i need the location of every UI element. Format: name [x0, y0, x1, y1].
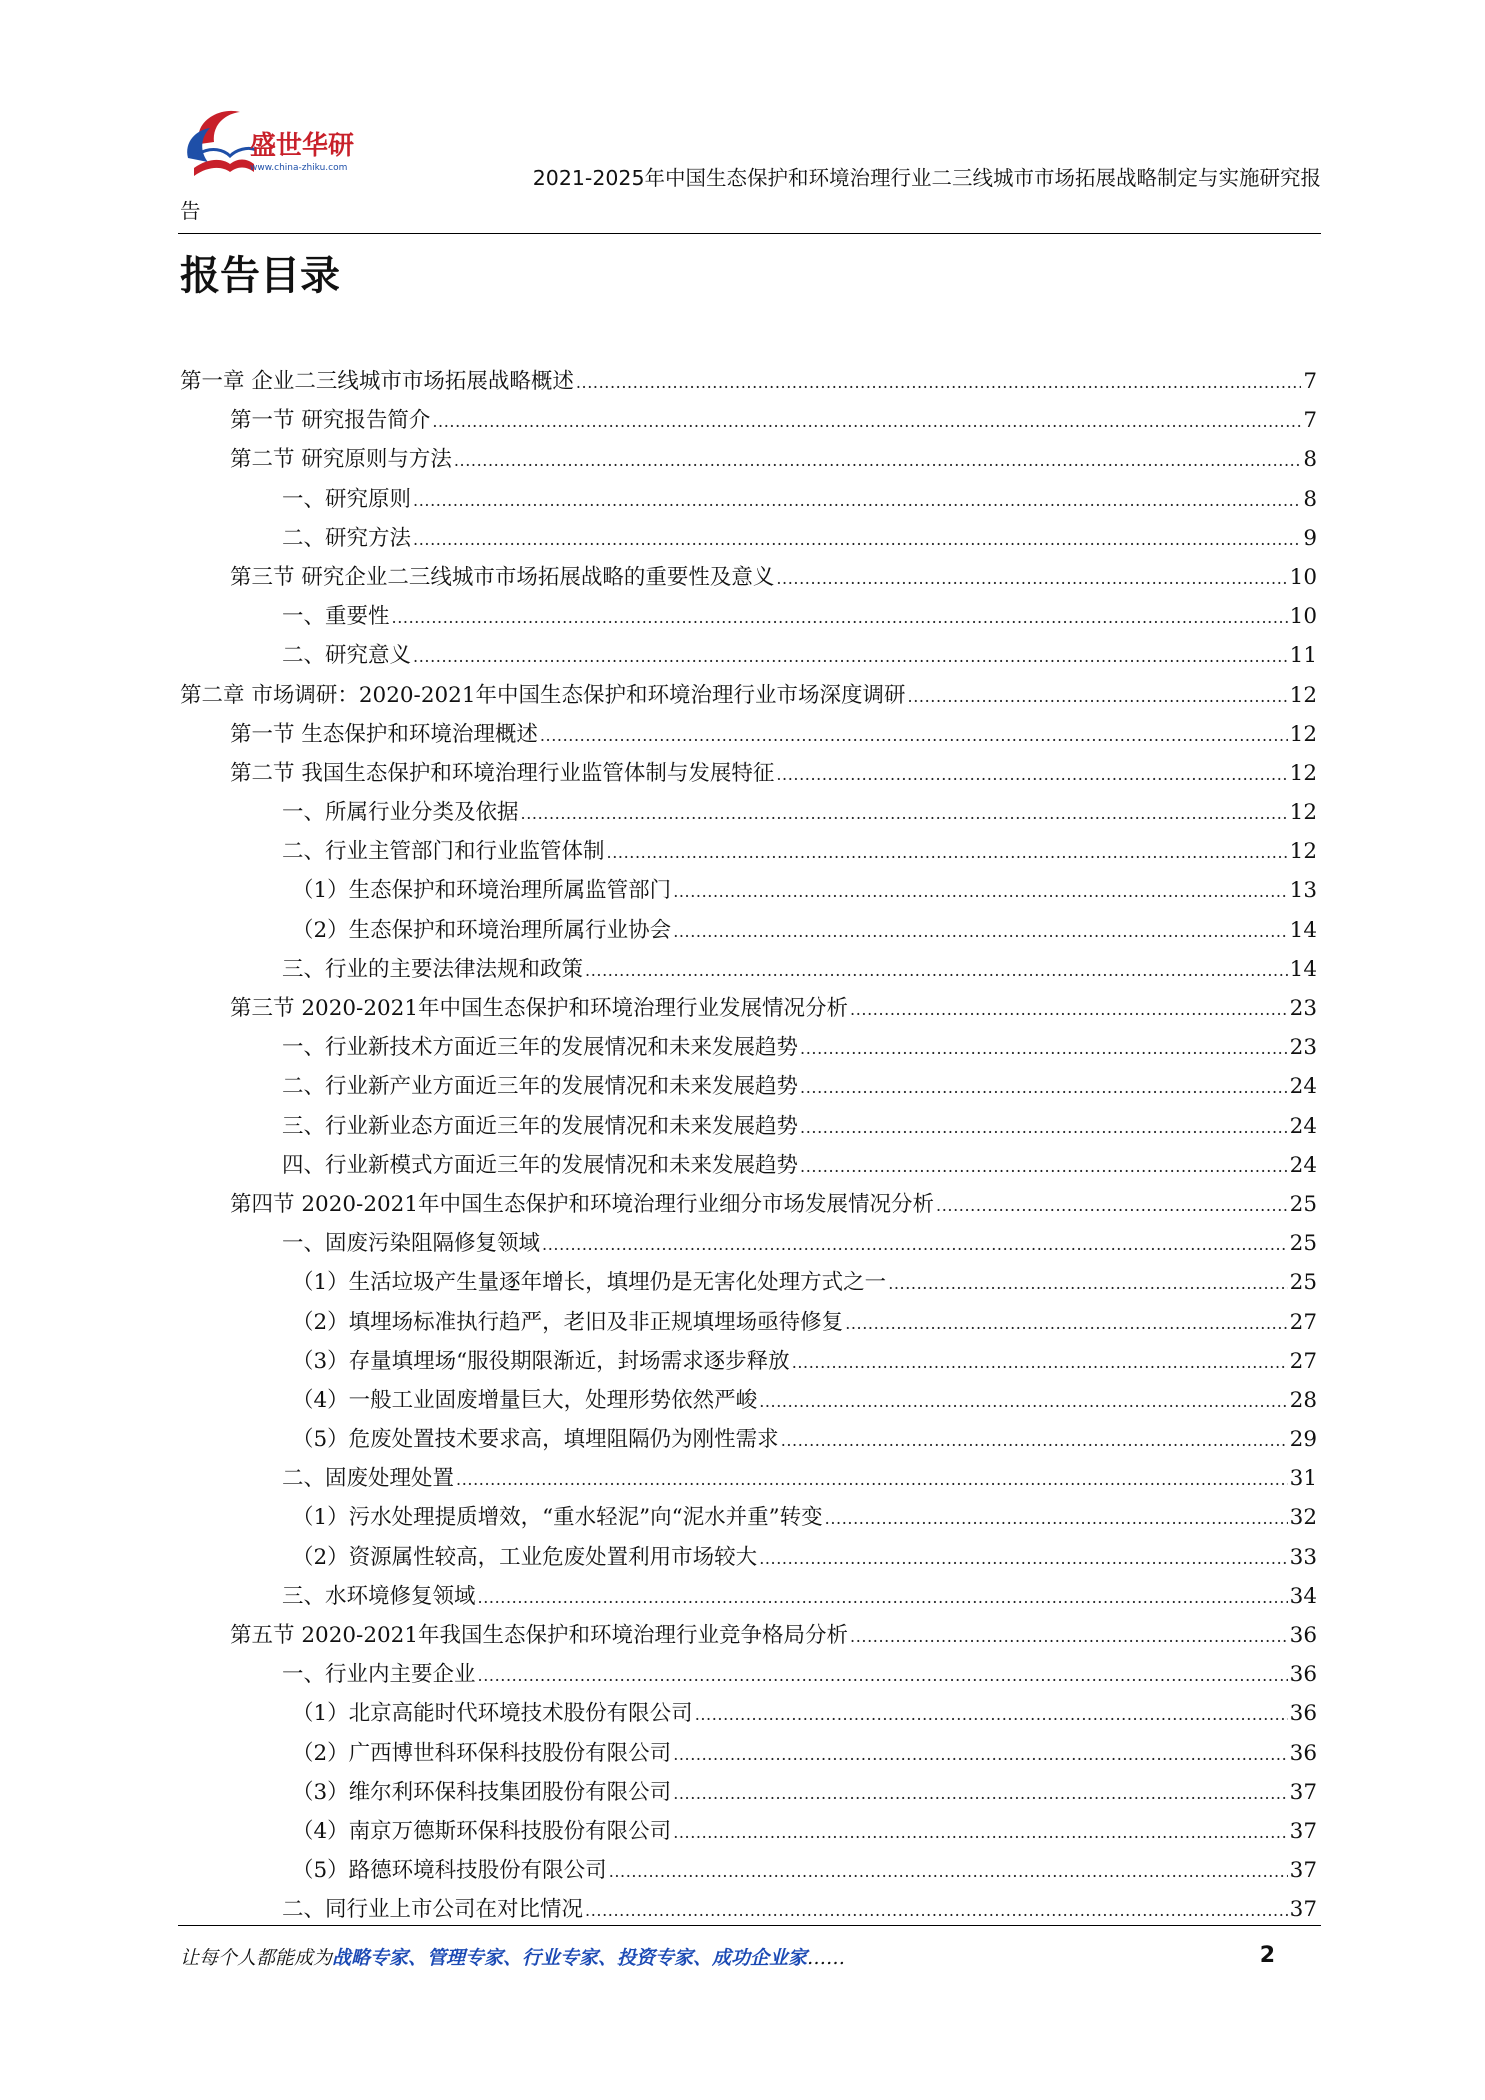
- toc-entry-page: 23: [1289, 996, 1317, 1021]
- toc-entry-title: 二、同行业上市公司在对比情况: [282, 1897, 584, 1923]
- toc-entry-title: 第三节 研究企业二三线城市市场拓展战略的重要性及意义: [230, 564, 775, 590]
- toc-dot-leader: [800, 1157, 1288, 1176]
- toc-entry[interactable]: [180, 1148, 1317, 1187]
- toc-entry[interactable]: [180, 1030, 1317, 1069]
- toc-entry[interactable]: [180, 873, 1317, 912]
- toc-entry-page: 28: [1289, 1387, 1317, 1413]
- footer-divider: [178, 1925, 1321, 1926]
- toc-dot-leader: [432, 412, 1301, 431]
- toc-entry-title: 第二章 市场调研：2020-2021年中国生态保护和环境治理行业市场深度调研: [180, 682, 906, 708]
- toc-entry-page: 29: [1289, 1427, 1317, 1453]
- toc-entry-page: 36: [1289, 1701, 1317, 1727]
- toc-dot-leader: [673, 1823, 1287, 1842]
- toc-entry-page: 7: [1303, 408, 1317, 434]
- toc-entry-title: 一、固废污染阻隔修复领域: [282, 1231, 541, 1257]
- toc-entry[interactable]: [180, 795, 1317, 834]
- toc-entry-page: 36: [1289, 1740, 1317, 1766]
- toc-dot-leader: [825, 1509, 1288, 1528]
- toc-entry-title: 二、行业主管部门和行业监管体制: [282, 839, 605, 865]
- toc-entry-title: 第一章 企业二三线城市市场拓展战略概述: [180, 369, 574, 394]
- toc-entry[interactable]: [180, 482, 1317, 521]
- toc-entry-title: 第一节 生态保护和环境治理概述: [230, 721, 538, 747]
- toc-entry[interactable]: [180, 1696, 1317, 1735]
- toc-entry-title: （3）维尔利环保科技集团股份有限公司: [292, 1779, 672, 1805]
- toc-dot-leader: [413, 530, 1301, 549]
- toc-dot-leader: [800, 1118, 1288, 1137]
- toc-entry-title: （1）北京高能时代环境技术股份有限公司: [292, 1701, 693, 1727]
- toc-entry-title: 第二节 研究原则与方法: [230, 447, 452, 473]
- toc-entry[interactable]: [180, 1187, 1317, 1226]
- toc-entry-title: （4）一般工业固废增量巨大，处理形势依然严峻: [292, 1387, 758, 1413]
- toc-entry-title: （1）生活垃圾产生量逐年增长，填埋仍是无害化处理方式之一: [292, 1270, 887, 1296]
- toc-entry[interactable]: [180, 1775, 1317, 1814]
- toc-entry[interactable]: [180, 991, 1317, 1030]
- toc-entry-title: 二、研究方法: [282, 525, 412, 551]
- slogan-prefix: 让每个人都能成为: [180, 1947, 333, 1969]
- toc-entry-title: 一、重要性: [282, 604, 390, 630]
- page-number: 2: [1259, 1943, 1275, 1968]
- logo-text: 盛世华研: [250, 131, 355, 161]
- toc-dot-leader: [850, 1627, 1288, 1646]
- toc-entry-title: 一、所属行业分类及依据: [282, 800, 519, 826]
- toc-entry-page: 8: [1303, 486, 1317, 512]
- toc-dot-leader: [759, 1549, 1287, 1568]
- toc-entry[interactable]: [180, 913, 1317, 952]
- toc-entry-title: 二、固废处理处置: [282, 1466, 455, 1492]
- toc-entry-page: 32: [1289, 1505, 1317, 1531]
- toc-entry-page: 25: [1289, 1191, 1317, 1217]
- toc-dot-leader: [800, 1039, 1288, 1058]
- toc-entry-page: 31: [1289, 1466, 1317, 1492]
- toc-entry-page: 27: [1289, 1348, 1317, 1374]
- toc-entry-page: 14: [1289, 917, 1317, 943]
- toc-entry-page: 13: [1289, 878, 1317, 904]
- toc-dot-leader: [454, 451, 1301, 470]
- toc-entry-page: 10: [1289, 564, 1317, 590]
- toc-entry[interactable]: [180, 1500, 1317, 1539]
- toc-dot-leader: [540, 726, 1288, 745]
- toc-entry[interactable]: [180, 1814, 1317, 1853]
- toc-dot-leader: [776, 765, 1287, 784]
- toc-dot-leader: [888, 1274, 1287, 1293]
- toc-entry[interactable]: [180, 717, 1317, 756]
- toc-entry-title: 二、研究意义: [282, 643, 412, 669]
- toc-entry-title: 第二节 我国生态保护和环境治理行业监管体制与发展特征: [230, 760, 775, 786]
- toc-entry-page: 10: [1289, 604, 1317, 630]
- toc-entry-page: 23: [1289, 1035, 1317, 1061]
- toc-entry[interactable]: [180, 1069, 1317, 1108]
- toc-entry-title: （2）广西博世科环保科技股份有限公司: [292, 1740, 672, 1766]
- toc-dot-leader: [673, 1745, 1287, 1764]
- toc-entry[interactable]: [180, 403, 1317, 442]
- report-title: 2021-2025年中国生态保护和环境治理行业二三线城市市场拓展战略制定与实施研究报: [532, 166, 1321, 190]
- toc-dot-leader: [413, 647, 1288, 666]
- toc-dot-leader: [850, 1000, 1288, 1019]
- toc-entry[interactable]: [180, 1579, 1317, 1618]
- table-of-contents: [180, 364, 1317, 1932]
- toc-entry-title: 第四节 2020-2021年中国生态保护和环境治理行业细分市场发展情况分析: [230, 1191, 935, 1217]
- toc-entry[interactable]: [180, 1618, 1317, 1657]
- logo-url: www.china-zhiku.com: [250, 163, 348, 173]
- toc-entry-title: （5）路德环境科技股份有限公司: [292, 1858, 607, 1884]
- toc-entry-title: 一、行业内主要企业: [282, 1662, 476, 1688]
- toc-entry-title: 一、研究原则: [282, 486, 412, 512]
- toc-dot-leader: [392, 608, 1288, 627]
- toc-entry-title: （1）生态保护和环境治理所属监管部门: [292, 878, 672, 904]
- toc-entry-page: 36: [1289, 1662, 1317, 1688]
- toc-entry-title: 一、行业新技术方面近三年的发展情况和未来发展趋势: [282, 1035, 799, 1061]
- toc-entry-title: （2）填埋场标准执行趋严，老旧及非正规填埋场亟待修复: [292, 1309, 844, 1335]
- toc-entry[interactable]: [180, 952, 1317, 991]
- report-title-wrap: 告: [180, 199, 201, 223]
- toc-entry-page: 12: [1289, 682, 1317, 708]
- toc-entry-page: 34: [1289, 1583, 1317, 1609]
- toc-entry[interactable]: [180, 1226, 1317, 1265]
- toc-entry-page: 12: [1289, 839, 1317, 865]
- toc-entry-page: 37: [1289, 1818, 1317, 1844]
- toc-entry[interactable]: [180, 1853, 1317, 1892]
- toc-entry-title: （4）南京万德斯环保科技股份有限公司: [292, 1818, 672, 1844]
- toc-entry-page: 27: [1289, 1309, 1317, 1335]
- toc-dot-leader: [845, 1314, 1287, 1333]
- toc-entry-title: （2）生态保护和环境治理所属行业协会: [292, 917, 672, 943]
- toc-dot-leader: [521, 804, 1288, 823]
- toc-entry-title: 第三节 2020-2021年中国生态保护和环境治理行业发展情况分析: [230, 996, 849, 1021]
- toc-dot-leader: [478, 1588, 1288, 1607]
- toc-entry[interactable]: [180, 1305, 1317, 1344]
- header-divider: [178, 233, 1321, 234]
- toc-dot-leader: [800, 1078, 1288, 1097]
- toc-dot-leader: [609, 1862, 1288, 1881]
- toc-entry[interactable]: [180, 1540, 1317, 1579]
- toc-dot-leader: [759, 1392, 1287, 1411]
- toc-entry[interactable]: [180, 638, 1317, 677]
- toc-entry-page: 25: [1289, 1231, 1317, 1257]
- toc-entry-title: （3）存量填埋场“服役期限渐近，封场需求逐步释放: [292, 1348, 790, 1374]
- toc-dot-leader: [792, 1353, 1288, 1372]
- toc-dot-leader: [478, 1666, 1288, 1685]
- toc-dot-leader: [936, 1196, 1288, 1215]
- slogan-highlight: 战略专家、管理专家、行业专家、投资专家、成功企业家: [332, 1947, 808, 1969]
- footer-slogan: [180, 1944, 845, 1972]
- toc-dot-leader: [781, 1431, 1288, 1450]
- toc-entry-page: 33: [1289, 1544, 1317, 1570]
- toc-dot-leader: [673, 1784, 1287, 1803]
- toc-entry-page: 8: [1303, 447, 1317, 473]
- toc-entry[interactable]: [180, 1461, 1317, 1500]
- toc-entry[interactable]: [180, 756, 1317, 795]
- slogan-suffix: ……: [807, 1947, 846, 1969]
- toc-entry-title: （1）污水处理提质增效，“重水轻泥”向“泥水并重”转变: [292, 1505, 823, 1531]
- toc-dot-leader: [695, 1705, 1288, 1724]
- toc-entry-page: 12: [1289, 721, 1317, 747]
- toc-entry[interactable]: [180, 1109, 1317, 1148]
- toc-entry-page: 14: [1289, 956, 1317, 982]
- toc-entry-page: 24: [1289, 1113, 1317, 1139]
- toc-entry[interactable]: [180, 560, 1317, 599]
- toc-entry-page: 37: [1289, 1779, 1317, 1805]
- toc-entry-title: 第五节 2020-2021年我国生态保护和环境治理行业竞争格局分析: [230, 1623, 849, 1648]
- page-title: 报告目录: [180, 253, 340, 299]
- toc-entry-title: （5）危废处置技术要求高，填埋阻隔仍为刚性需求: [292, 1427, 779, 1453]
- toc-entry[interactable]: [180, 834, 1317, 873]
- toc-dot-leader: [585, 961, 1288, 980]
- toc-entry-title: 三、行业的主要法律法规和政策: [282, 956, 584, 982]
- toc-entry[interactable]: [180, 442, 1317, 481]
- toc-entry-title: 三、行业新业态方面近三年的发展情况和未来发展趋势: [282, 1113, 799, 1139]
- toc-entry-page: 7: [1303, 369, 1317, 394]
- toc-entry[interactable]: [180, 1344, 1317, 1383]
- toc-entry[interactable]: [180, 1736, 1317, 1775]
- toc-entry-page: 24: [1289, 1152, 1317, 1178]
- toc-entry[interactable]: [180, 1265, 1317, 1304]
- toc-dot-leader: [542, 1235, 1288, 1254]
- toc-entry[interactable]: [180, 599, 1317, 638]
- toc-dot-leader: [585, 1901, 1288, 1920]
- toc-entry[interactable]: [180, 678, 1317, 717]
- toc-entry[interactable]: [180, 521, 1317, 560]
- toc-entry-page: 36: [1289, 1623, 1317, 1648]
- toc-entry-title: 二、行业新产业方面近三年的发展情况和未来发展趋势: [282, 1074, 799, 1100]
- toc-entry[interactable]: [180, 1383, 1317, 1422]
- toc-entry[interactable]: [180, 1657, 1317, 1696]
- toc-entry-page: 37: [1289, 1897, 1317, 1923]
- toc-dot-leader: [673, 882, 1287, 901]
- toc-dot-leader: [607, 843, 1288, 862]
- toc-entry-page: 37: [1289, 1858, 1317, 1884]
- toc-entry-title: 三、水环境修复领域: [282, 1583, 476, 1609]
- toc-entry-page: 12: [1289, 760, 1317, 786]
- toc-dot-leader: [576, 373, 1301, 392]
- toc-dot-leader: [776, 569, 1287, 588]
- toc-dot-leader: [908, 687, 1288, 706]
- toc-entry-title: （2）资源属性较高，工业危废处置利用市场较大: [292, 1544, 758, 1570]
- toc-entry-page: 11: [1289, 643, 1317, 669]
- toc-dot-leader: [413, 491, 1301, 510]
- toc-entry-title: 四、行业新模式方面近三年的发展情况和未来发展趋势: [282, 1152, 799, 1178]
- toc-entry[interactable]: [180, 364, 1317, 403]
- toc-entry-page: 9: [1303, 525, 1317, 551]
- toc-entry-page: 24: [1289, 1074, 1317, 1100]
- toc-entry-page: 25: [1289, 1270, 1317, 1296]
- toc-dot-leader: [673, 922, 1287, 941]
- toc-dot-leader: [456, 1470, 1288, 1489]
- toc-entry-title: 第一节 研究报告简介: [230, 408, 431, 434]
- toc-entry-page: 12: [1289, 800, 1317, 826]
- toc-entry[interactable]: [180, 1422, 1317, 1461]
